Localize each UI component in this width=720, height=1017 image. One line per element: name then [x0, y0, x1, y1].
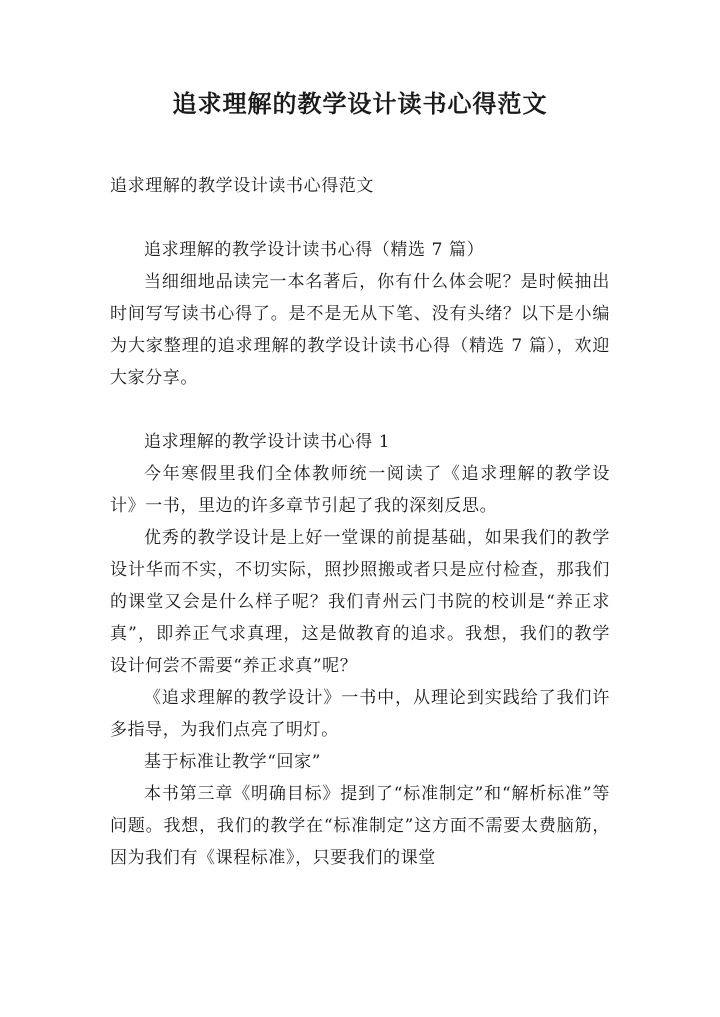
- intro-paragraph: 当细细地品读完一本名著后，你有什么体会呢？是时候抽出时间写写读书心得了。是不是无从下笔、没有头绪？以下是小编为大家整理的追求理解的教学设计读书心得（精选 7 篇），欢迎大家分享。: [110, 272, 610, 388]
- body-paragraph: 本书第三章《明确目标》提到了“标准制定”和“解析标准”等问题。我想，我们的教学在“标准制定”这方面不需要太费脑筋，因为我们有《课程标准》，只要我们的课堂: [110, 784, 610, 868]
- body-paragraph: 优秀的教学设计是上好一堂课的前提基础，如果我们的教学设计华而不实，不切实际，照抄照搬或者只是应付检查，那我们的课堂又会是什么样子呢？我们青州云门书院的校训是“养正求真”，即养正气求真理，这是做教育的追求。我想，我们的教学设计何尝不需要“养正求真”呢？: [110, 528, 610, 676]
- document-title: 追求理解的教学设计读书心得范文: [172, 90, 548, 118]
- subsection-heading: 基于标准让教学“回家”: [144, 752, 321, 772]
- body-paragraph: 《追求理解的教学设计》一书中，从理论到实践给了我们许多指导，为我们点亮了明灯。: [110, 688, 610, 740]
- intro-heading: 追求理解的教学设计读书心得（精选 7 篇）: [144, 240, 485, 260]
- body-paragraph: 今年寒假里我们全体教师统一阅读了《追求理解的教学设计》一书，里边的许多章节引起了我的深刻反思。: [110, 464, 610, 516]
- document-body: [110, 234, 610, 874]
- section-heading: 追求理解的教学设计读书心得 1: [144, 432, 391, 452]
- document-subtitle: 追求理解的教学设计读书心得范文: [110, 176, 374, 196]
- paragraph-spacer: [110, 394, 610, 426]
